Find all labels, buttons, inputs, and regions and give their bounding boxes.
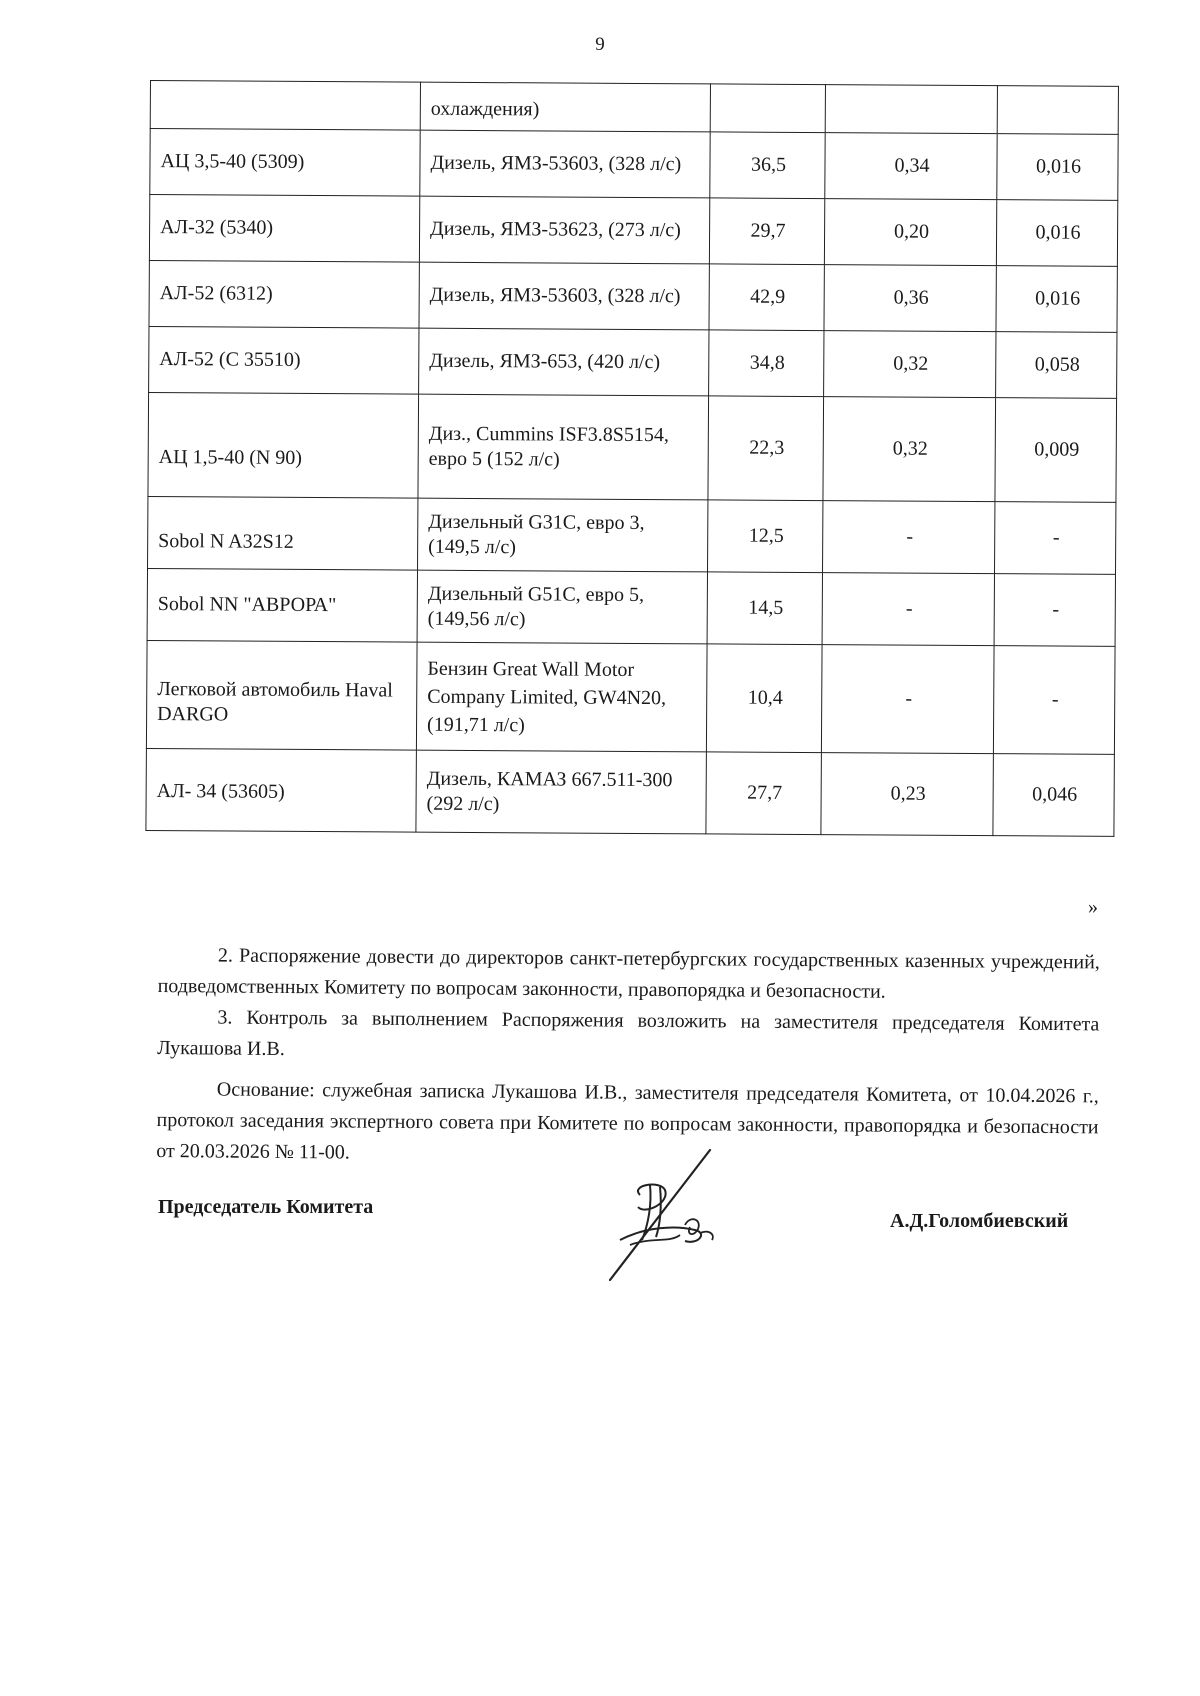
value-col4: 0,36: [824, 265, 996, 332]
vehicle-name: АЦ 3,5-40 (5309): [150, 129, 420, 197]
value-col5: [997, 86, 1118, 135]
signatory-role: Председатель Комитета: [158, 1196, 374, 1218]
table-row: [148, 392, 1117, 502]
value-col5: -: [993, 646, 1115, 755]
value-col4: 0,23: [821, 753, 993, 836]
value-col5: 0,016: [997, 134, 1118, 201]
vehicle-name: АЦ 1,5-40 (N 90): [148, 392, 419, 498]
body-paragraphs: [156, 940, 1100, 1174]
value-col4: -: [821, 645, 994, 754]
table-row: [147, 568, 1115, 646]
handwritten-signature: [590, 1145, 750, 1285]
closing-quote: »: [1088, 896, 1098, 918]
signatory-name: А.Д.Голомбиевский: [890, 1210, 1069, 1232]
table-row: [146, 748, 1114, 836]
value-col4: 0,32: [824, 331, 996, 398]
value-col3: 10,4: [706, 644, 822, 753]
value-col3: 29,7: [709, 198, 824, 265]
basis-paragraph: Основание: служебная записка Лукашова И.В., заместителя председателя Комитета, от 10.04.2026 г., протокол заседания экспертного совета при Комитете по вопросам законности, правопорядка и безопасности от 20.03.2026 № 11-00.: [156, 1078, 1099, 1164]
value-col3: 27,7: [706, 752, 821, 835]
value-col4: -: [822, 573, 994, 646]
vehicle-name: Легковой автомобиль Haval DARGO: [146, 640, 417, 750]
value-col5: -: [995, 502, 1116, 575]
value-col5: 0,016: [996, 266, 1117, 333]
table-row: [149, 326, 1117, 398]
vehicle-name: Sobol N A32S12: [148, 496, 418, 570]
value-col3: 36,5: [710, 132, 825, 199]
value-col3: [710, 84, 825, 133]
vehicle-table-wrap: [145, 80, 1118, 837]
vehicle-engine: Дизельный G51C, евро 5, (149,56 л/с): [417, 570, 707, 644]
value-col3: 34,8: [709, 330, 824, 397]
vehicle-engine: Дизель, КАМАЗ 667.511-300 (292 л/с): [416, 750, 706, 834]
table-row: [150, 81, 1118, 135]
paragraph-2: 2. Распоряжение довести до директоров санкт-петербургских государственных казенных учреждений, подведомственных Комитету по вопросам законности, правопорядка и безопасности.: [157, 944, 1100, 1003]
vehicle-engine: охлаждения): [420, 82, 710, 132]
paragraph-3: 3. Контроль за выполнением Распоряжения возложить на заместителя председателя Комитета Лукашова И.В.: [157, 1006, 1100, 1060]
value-col5: 0,009: [995, 398, 1117, 503]
value-col4: [825, 85, 997, 134]
vehicle-name: АЛ-32 (5340): [149, 195, 419, 263]
value-col3: 42,9: [709, 264, 824, 331]
value-col4: 0,20: [824, 199, 996, 266]
page-number: 9: [595, 34, 605, 55]
table-row: [146, 640, 1115, 754]
table-row: [148, 496, 1116, 574]
vehicle-engine: Дизель, ЯМЗ-53603, (328 л/с): [420, 130, 710, 198]
vehicle-name: АЛ-52 (С 35510): [149, 326, 419, 394]
value-col5: 0,046: [993, 754, 1114, 837]
value-col5: 0,058: [996, 332, 1117, 399]
table-row: [149, 195, 1117, 267]
vehicle-engine: Дизель, ЯМЗ-53623, (273 л/с): [419, 196, 709, 264]
table-row: [150, 129, 1118, 201]
vehicle-engine: Дизельный G31C, евро 3, (149,5 л/с): [418, 498, 708, 572]
value-col4: 0,32: [823, 397, 996, 502]
value-col3: 12,5: [708, 500, 823, 573]
value-col3: 22,3: [708, 396, 824, 501]
vehicle-engine: Диз., Cummins ISF3.8S5154, евро 5 (152 л/с): [418, 394, 709, 500]
value-col5: -: [994, 574, 1115, 647]
vehicle-name: [150, 81, 420, 131]
value-col3: 14,5: [707, 572, 822, 645]
vehicle-name: АЛ-52 (6312): [149, 260, 419, 328]
value-col4: -: [823, 501, 995, 574]
vehicle-name: Sobol NN "АВРОРА": [147, 568, 417, 642]
vehicle-engine: Дизель, ЯМЗ-653, (420 л/с): [419, 328, 709, 396]
vehicle-table: [145, 80, 1119, 837]
vehicle-name: АЛ- 34 (53605): [146, 748, 416, 832]
table-row: [149, 260, 1117, 332]
value-col4: 0,34: [825, 133, 997, 200]
vehicle-engine: Дизель, ЯМЗ-53603, (328 л/с): [419, 262, 709, 330]
vehicle-engine: Бензин Great Wall Motor Company Limited, GW4N20, (191,71 л/с): [416, 642, 707, 752]
value-col5: 0,016: [996, 200, 1117, 267]
